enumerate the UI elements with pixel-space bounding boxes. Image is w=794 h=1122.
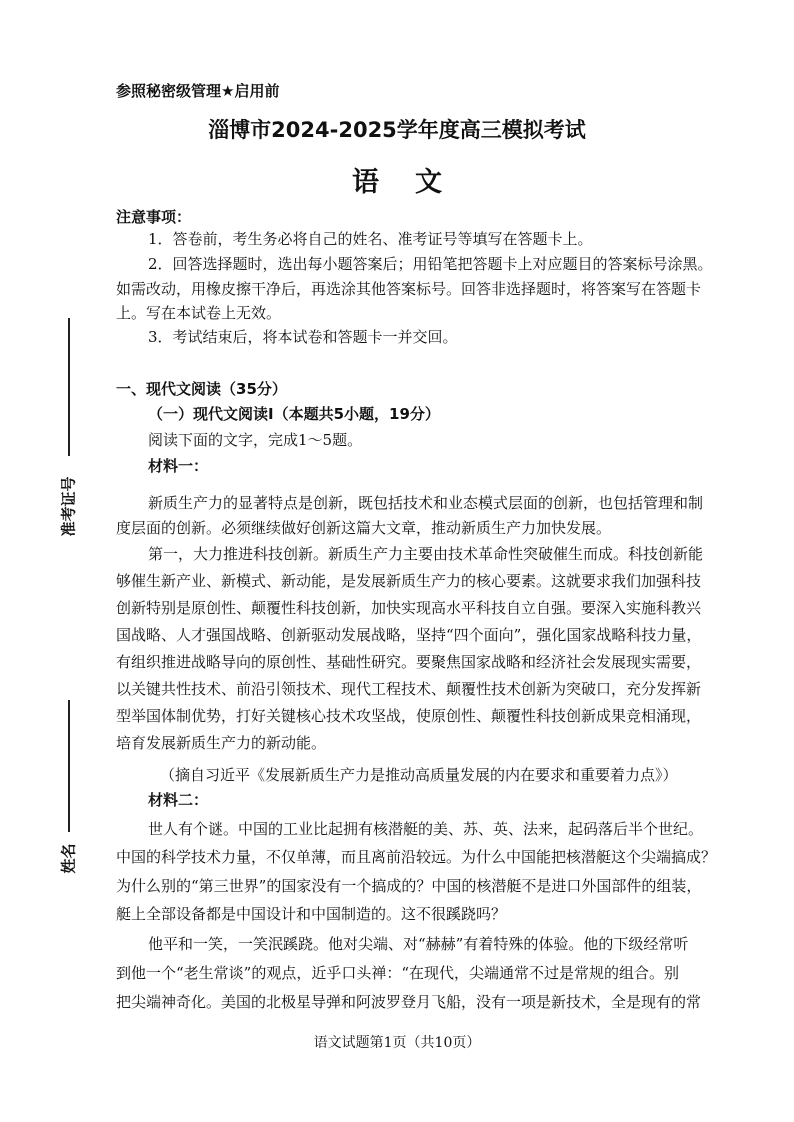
section-heading: 一、现代文阅读（35分） bbox=[116, 380, 287, 398]
name-line bbox=[68, 700, 70, 832]
notice-line: 2．回答选择题时，选出每小题答案后；用铅笔把答题卡上对应题目的答案标号涂黑。 bbox=[148, 255, 713, 273]
section-subheading: （一）现代文阅读Ⅰ（本题共5小题，19分） bbox=[148, 405, 440, 423]
page-footer: 语文试题第1页（共10页） bbox=[313, 1035, 481, 1051]
material1-label: 材料一： bbox=[148, 457, 209, 475]
material1-line: 创新特别是原创性、颠覆性科技创新，加快实现高水平科技自立自强。要深入实施科教兴 bbox=[116, 599, 702, 617]
material2-line: 世人有个谜。中国的工业比起拥有核潜艇的美、苏、英、法来，起码落后半个世纪。 bbox=[148, 820, 704, 838]
subject-title: 语文 bbox=[352, 167, 478, 198]
material2-label: 材料二： bbox=[148, 791, 209, 809]
material2-line: 艇上全部设备都是中国设计和中国制造的。这不很蹊跷吗？ bbox=[116, 905, 507, 923]
material2-line: 到他一个“老生常谈”的观点，近乎口头禅：“在现代，尖端通常不过是常规的组合。别 bbox=[116, 964, 680, 982]
material2-line: 他平和一笑，一笑泯蹊跷。他对尖端、对“赫赫”有着特殊的体验。他的下级经常听 bbox=[148, 935, 689, 953]
notice-line: 如需改动，用橡皮擦干净后，再选涂其他答案标号。回答非选择题时，将答案写在答题卡 bbox=[116, 280, 702, 298]
material2-line: 把尖端神奇化。美国的北极星导弹和阿波罗登月飞船，没有一项是新技术，全是现有的常 bbox=[116, 993, 702, 1011]
material1-line: 型举国体制优势，打好关键核心技术攻坚战，使原创性、颠覆性科技创新成果竞相涌现， bbox=[116, 707, 702, 725]
exam-title: 淄博市2024-2025学年度高三模拟考试 bbox=[208, 118, 586, 142]
material1-line: 国战略、人才强国战略、创新驱动发展战略，坚持“四个面向”，强化国家战略科技力量， bbox=[116, 626, 702, 644]
material1-line: 以关键共性技术、前沿引领技术、现代工程技术、颠覆性技术创新为突破口，充分发挥新 bbox=[116, 680, 702, 698]
material2-line: 中国的科学技术力量，不仅单薄，而且离前沿较远。为什么中国能把核潜艇这个尖端搞成？ bbox=[116, 848, 717, 866]
material1-line: 新质生产力的显著特点是创新，既包括技术和业态模式层面的创新，也包括管理和制 bbox=[148, 494, 704, 512]
exam-number-line bbox=[68, 318, 70, 456]
material1-line: 够催生新产业、新模式、新动能，是发展新质生产力的核心要素。这就要求我们加强科技 bbox=[116, 572, 702, 590]
notice-line: 3．考试结束后，将本试卷和答题卡一并交回。 bbox=[148, 328, 458, 346]
notice-line: 上。写在本试卷上无效。 bbox=[116, 304, 282, 322]
material1-line: 第一，大力推进科技创新。新质生产力主要由技术革命性突破催生而成。科技创新能 bbox=[148, 545, 704, 563]
confidential-note: 参照秘密级管理★启用前 bbox=[116, 82, 280, 100]
material1-source: （摘自习近平《发展新质生产力是推动高质量发展的内在要求和重要着力点》） bbox=[160, 766, 678, 784]
material1-line: 有组织推进战略导向的原创性、基础性研究。要聚焦国家战略和经济社会发展现实需要， bbox=[116, 653, 702, 671]
material1-line: 度层面的创新。必须继续做好创新这篇大文章，推动新质生产力加快发展。 bbox=[116, 519, 612, 537]
reading-instruction: 阅读下面的文字，完成1～5题。 bbox=[148, 431, 363, 449]
name-label: 姓名 bbox=[59, 843, 78, 874]
notice-line: 1．答卷前，考生务必将自己的姓名、准考证号等填写在答题卡上。 bbox=[148, 230, 593, 248]
material1-line: 培育发展新质生产力的新动能。 bbox=[116, 734, 327, 752]
notice-heading: 注意事项： bbox=[116, 208, 192, 226]
exam-number-label: 准考证号 bbox=[59, 476, 78, 537]
material2-line: 为什么别的“第三世界”的国家没有一个搞成的？中国的核潜艇不是进口外国部件的组装， bbox=[116, 877, 702, 895]
